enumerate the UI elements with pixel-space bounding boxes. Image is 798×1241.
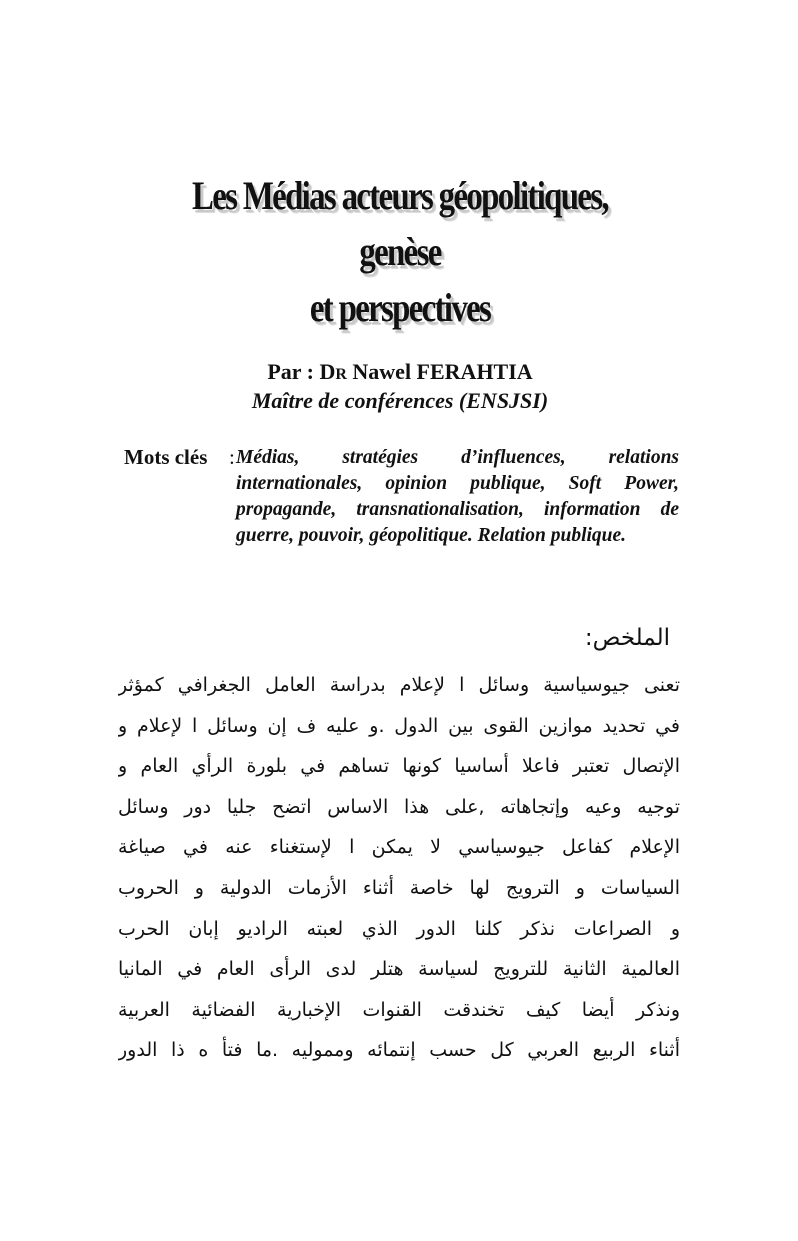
keywords-text: Médias, stratégies d’influences, relations internationales, opinion publique, Soft Power, propagande, transnationalisation, information de guerre, pouvoir, géopolitique. Relation publique. xyxy=(236,447,679,546)
abstract-line: السياسات و الترويج لها خاصة أثناء الأزمات الدولية و الحروب xyxy=(118,876,680,899)
author-title-smallcaps: R xyxy=(335,366,347,383)
author-role: Maître de conférences (ENSJSI) xyxy=(251,388,549,413)
title-line-2: et perspectives xyxy=(309,285,491,330)
abstract-line: الإعلام كفاعل جيوسياسي لا يمكن ا لإستغناء عنه في صياغة xyxy=(118,836,680,859)
abstract-line: في تحديد موازين القوى بين الدول .و عليه ف إن وسائل ا لإعلام و xyxy=(118,714,680,737)
paper-title xyxy=(154,168,646,336)
author-name: Nawel FERAHTIA xyxy=(346,359,533,384)
abstract-line: العالمية الثانية للترويج لسياسة هتلر لدى الرأى العام في المانيا xyxy=(118,958,680,981)
author-line xyxy=(150,358,650,389)
abstract-line: توجيه وعيه وإتجاهاته ,على هذا الاساس اتضح جليا دور وسائل xyxy=(118,795,680,818)
title-line-1: Les Médias acteurs géopolitiques, genèse xyxy=(192,173,608,274)
abstract-line: أثناء الربيع العربي كل حسب إنتمائه ومموليه .ما فتأ ه ذا الدور xyxy=(118,1039,680,1062)
keywords-separator: : xyxy=(229,445,235,469)
abstract-body xyxy=(118,665,680,1071)
abstract-heading: الملخص: xyxy=(584,625,670,651)
abstract-line: و الصراعات نذكر كلنا الدور الذي لعبته الراديو إبان الحرب xyxy=(118,917,680,940)
author-prefix: Par : D xyxy=(267,359,336,384)
abstract-line: الإتصال تعتبر فاعلا أساسيا كونها تساهم في بلورة الرأي العام و xyxy=(118,755,680,778)
abstract-line: ونذكر أيضا كيف تخندقت القنوات الإخبارية الفضائية العربية xyxy=(118,998,680,1021)
abstract-line: تعنى جيوسياسية وسائل ا لإعلام بدراسة العامل الجغرافي كمؤثر xyxy=(118,674,680,696)
keywords-label: Mots clés xyxy=(124,445,208,469)
